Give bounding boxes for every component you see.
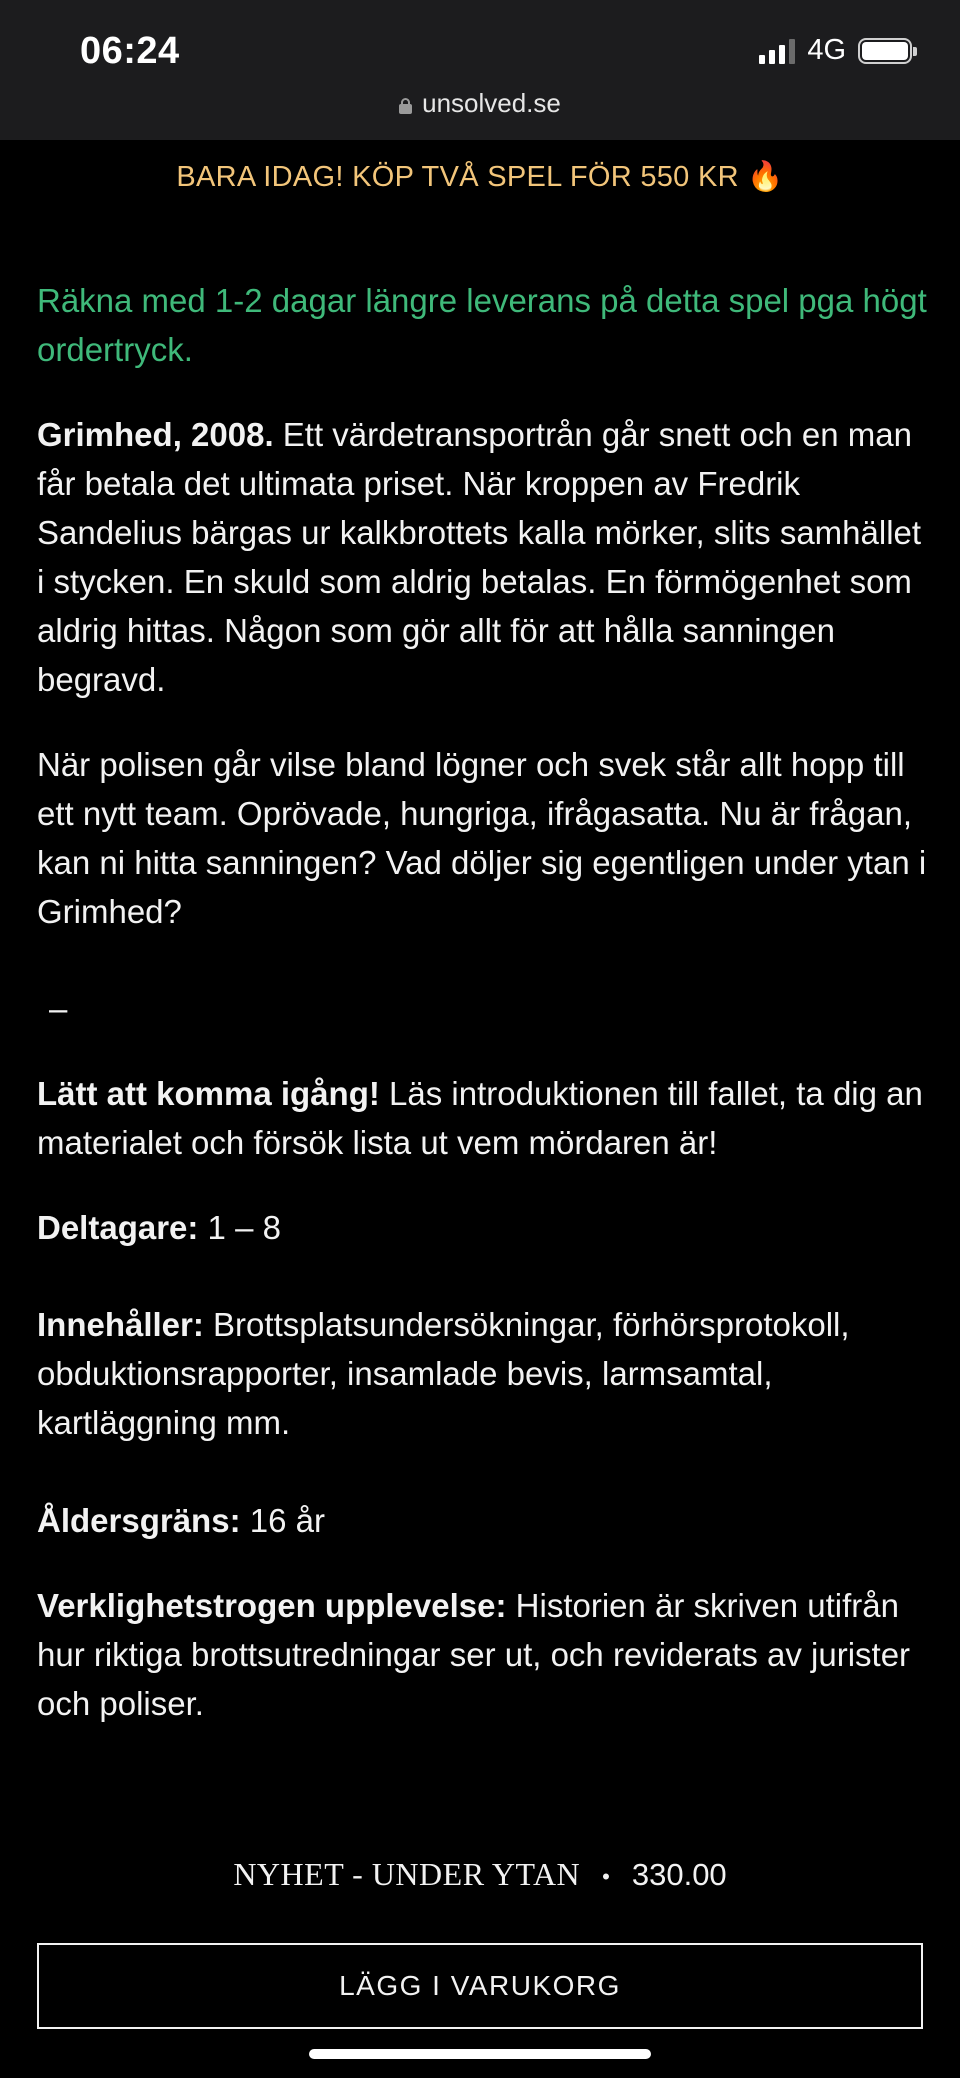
delivery-notice: Räkna med 1-2 dagar längre leverans på detta spel pga högt ordertryck. [37, 282, 927, 368]
home-indicator[interactable] [309, 2049, 651, 2059]
age-limit-info [37, 1496, 927, 1545]
fire-icon: 🔥 [747, 161, 784, 193]
network-type: 4G [807, 34, 846, 66]
lock-icon [399, 98, 412, 114]
easy-start-label: Lätt att komma igång! [37, 1075, 380, 1112]
battery-icon [858, 38, 912, 64]
product-price: 330.00 [631, 1857, 727, 1892]
realistic-info [37, 1581, 927, 1728]
browser-chrome [0, 0, 960, 140]
participants-value: 1 – 8 [198, 1209, 281, 1246]
participants-label: Deltagare: [37, 1209, 199, 1246]
story-paragraph: När polisen går vilse bland lögner och svek står allt hopp till ett nytt team. Oprövade, hungriga, ifrågasatta. Nu är frågan, kan ni hitta sanningen? Vad döljer sig egentligen under ytan i Grimhed? [37, 746, 927, 930]
easy-start-paragraph [37, 1069, 927, 1167]
url-text: unsolved.se [422, 88, 561, 118]
promo-banner [0, 160, 960, 194]
address-bar[interactable] [0, 88, 960, 119]
contents-value: Brottsplatsundersökningar, förhörsprotokoll, obduktionsrapporter, insamlade bevis, larmsamtal, kartläggning mm. [37, 1306, 850, 1441]
promo-text: BARA IDAG! KÖP TVÅ SPEL FÖR 550 KR [176, 161, 739, 193]
status-time: 06:24 [80, 30, 180, 72]
participants-info [37, 1203, 927, 1252]
status-indicators [759, 34, 912, 67]
contents-info [37, 1300, 927, 1447]
easy-start-text: Läs introduktionen till fallet, ta dig an materialet och försök lista ut vem mördaren är! [37, 1075, 923, 1161]
contents-label: Innehåller: [37, 1306, 204, 1343]
add-to-cart-button[interactable]: LÄGG I VARUKORG [37, 1943, 923, 2029]
age-limit-value: 16 år [240, 1502, 325, 1539]
realistic-label: Verklighetstrogen upplevelse: [37, 1587, 507, 1624]
signal-icon [759, 38, 795, 64]
product-description [37, 276, 927, 1728]
product-name: NYHET - UNDER YTAN [233, 1856, 581, 1892]
intro-paragraph [37, 410, 927, 704]
intro-text: Ett värdetransportrån går snett och en man får betala det ultimata priset. När kroppen av Fredrik Sandelius bärgas ur kalkbrottets kalla mörker, slits samhället i stycken. En skuld som aldrig betalas. En förmögenhet som aldrig hittas. Någon som gör allt för att hålla sanningen begravd. [37, 416, 922, 698]
price-separator: • [602, 1863, 610, 1889]
product-summary [0, 1856, 960, 1893]
realistic-value: Historien är skriven utifrån hur riktiga brottsutredningar ser ut, och reviderats av jurister och poliser. [37, 1587, 911, 1722]
intro-label: Grimhed, 2008. [37, 416, 274, 453]
separator-dash: – [49, 990, 68, 1027]
age-limit-label: Åldersgräns: [37, 1502, 241, 1539]
